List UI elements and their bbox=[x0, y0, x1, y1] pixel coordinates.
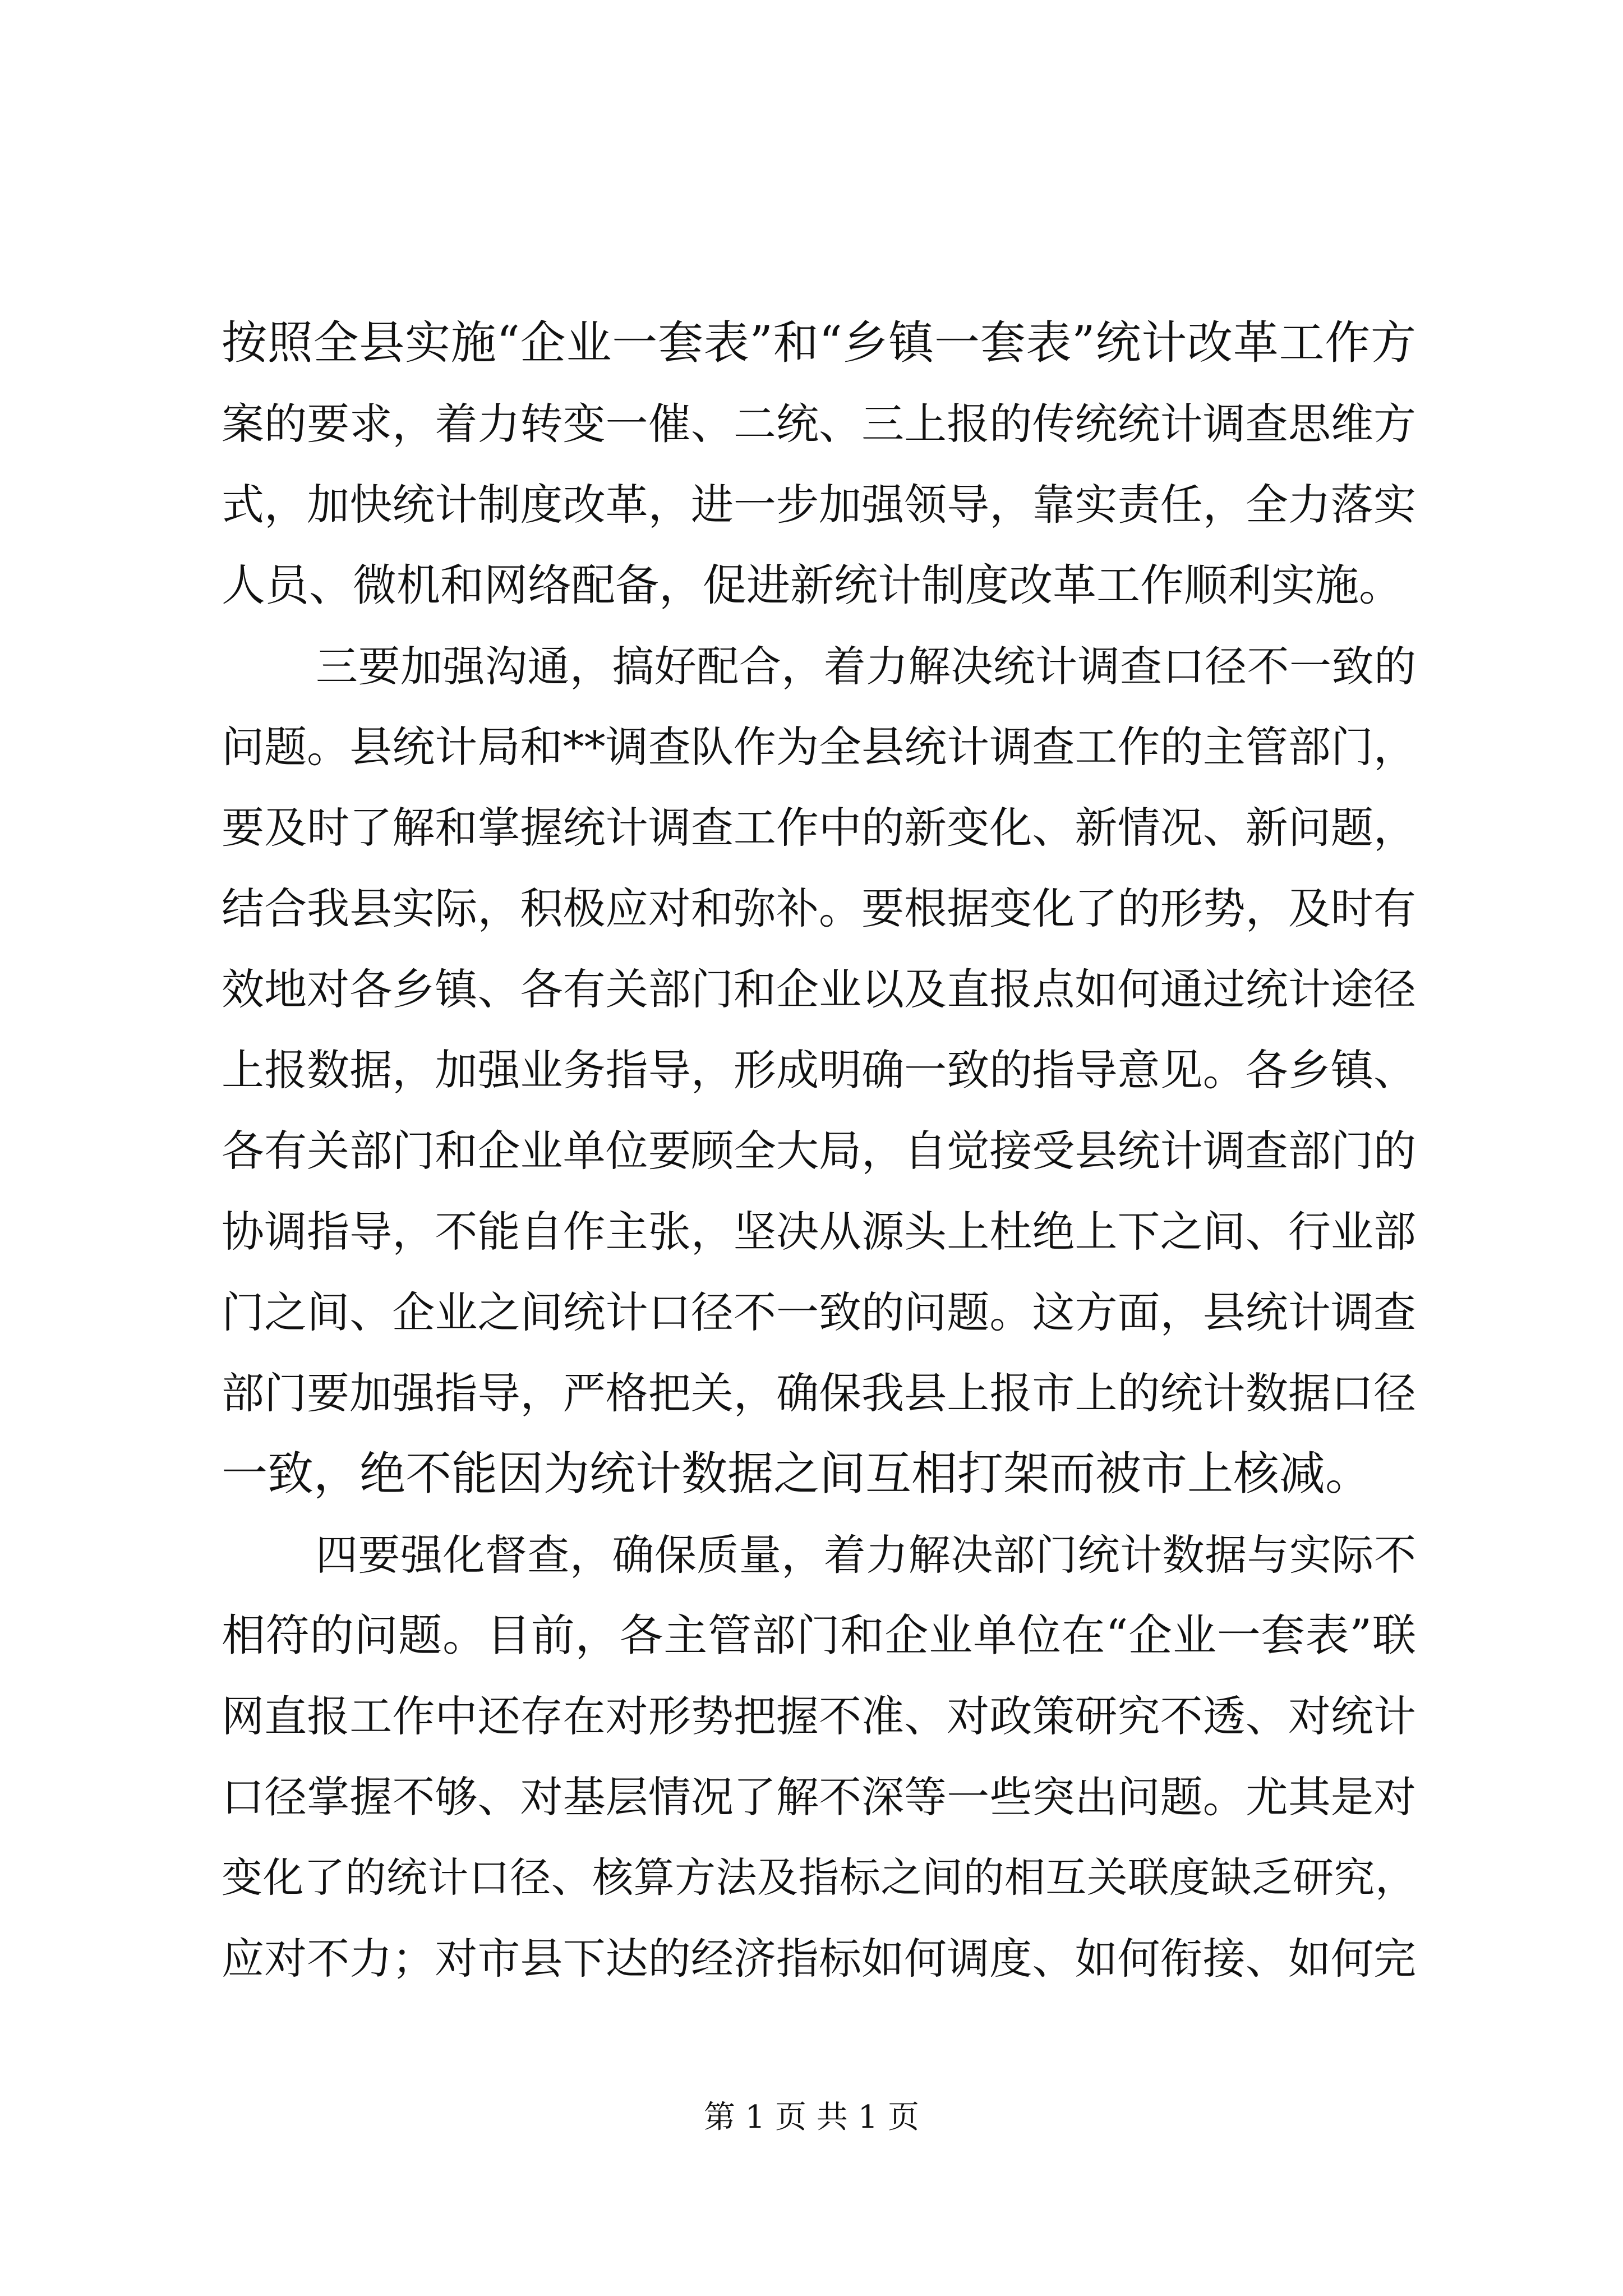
document-body bbox=[222, 303, 1416, 1999]
paragraph-line: 网直报工作中还存在对形势把握不准、对政策研究不透、对统计 bbox=[222, 1691, 1416, 1741]
paragraph-line: 结合我县实际，积极应对和弥补。要根据变化了的形势，及时有 bbox=[222, 884, 1416, 933]
paragraph-line: 变化了的统计口径、核算方法及指标之间的相互关联度缺乏研究， bbox=[222, 1854, 1416, 1902]
paragraph-line: 三要加强沟通，搞好配合，着力解决统计调查口径不一致的 bbox=[316, 642, 1416, 691]
paragraph-line: 效地对各乡镇、各有关部门和企业以及直报点如何通过统计途径 bbox=[222, 964, 1416, 1014]
paragraph-line: 口径掌握不够、对基层情况了解不深等一些突出问题。尤其是对 bbox=[222, 1772, 1416, 1822]
paragraph-line: 协调指导，不能自作主张，坚决从源头上杜绝上下之间、行业部 bbox=[222, 1207, 1416, 1257]
paragraph-line: 要及时了解和掌握统计调查工作中的新变化、新情况、新问题， bbox=[222, 803, 1416, 853]
paragraph-line: 上报数据，加强业务指导，形成明确一致的指导意见。各乡镇、 bbox=[222, 1045, 1416, 1095]
paragraph-line: 四要强化督查，确保质量，着力解决部门统计数据与实际不 bbox=[316, 1530, 1416, 1580]
paragraph-line: 按照全县实施“企业一套表”和“乡镇一套表”统计改革工作方 bbox=[222, 317, 1416, 370]
paragraph-line: 部门要加强指导，严格把关，确保我县上报市上的统计数据口径 bbox=[222, 1368, 1416, 1418]
page-number-footer: 第 1 页 共 1 页 bbox=[703, 2099, 920, 2136]
paragraph-line: 相符的问题。目前，各主管部门和企业单位在“企业一套表”联 bbox=[222, 1611, 1416, 1661]
paragraph-line: 案的要求，着力转变一催、二统、三上报的传统统计调查思维方 bbox=[222, 399, 1416, 449]
paragraph-line: 人员、微机和网络配备，促进新统计制度改革工作顺利实施。 bbox=[222, 560, 1403, 611]
paragraph-line: 一致，绝不能因为统计数据之间互相打架而被市上核减。 bbox=[222, 1447, 1372, 1501]
paragraph-line: 式，加快统计制度改革，进一步加强领导，靠实责任，全力落实 bbox=[222, 480, 1416, 530]
paragraph-line: 门之间、企业之间统计口径不一致的问题。这方面，县统计调查 bbox=[222, 1287, 1416, 1337]
paragraph-line: 问题。县统计局和**调查队作为全县统计调查工作的主管部门， bbox=[222, 722, 1416, 772]
paragraph-line: 应对不力；对市县下达的经济指标如何调度、如何衔接、如何完 bbox=[222, 1934, 1416, 1984]
paragraph-line: 各有关部门和企业单位要顾全大局，自觉接受县统计调查部门的 bbox=[222, 1126, 1416, 1176]
